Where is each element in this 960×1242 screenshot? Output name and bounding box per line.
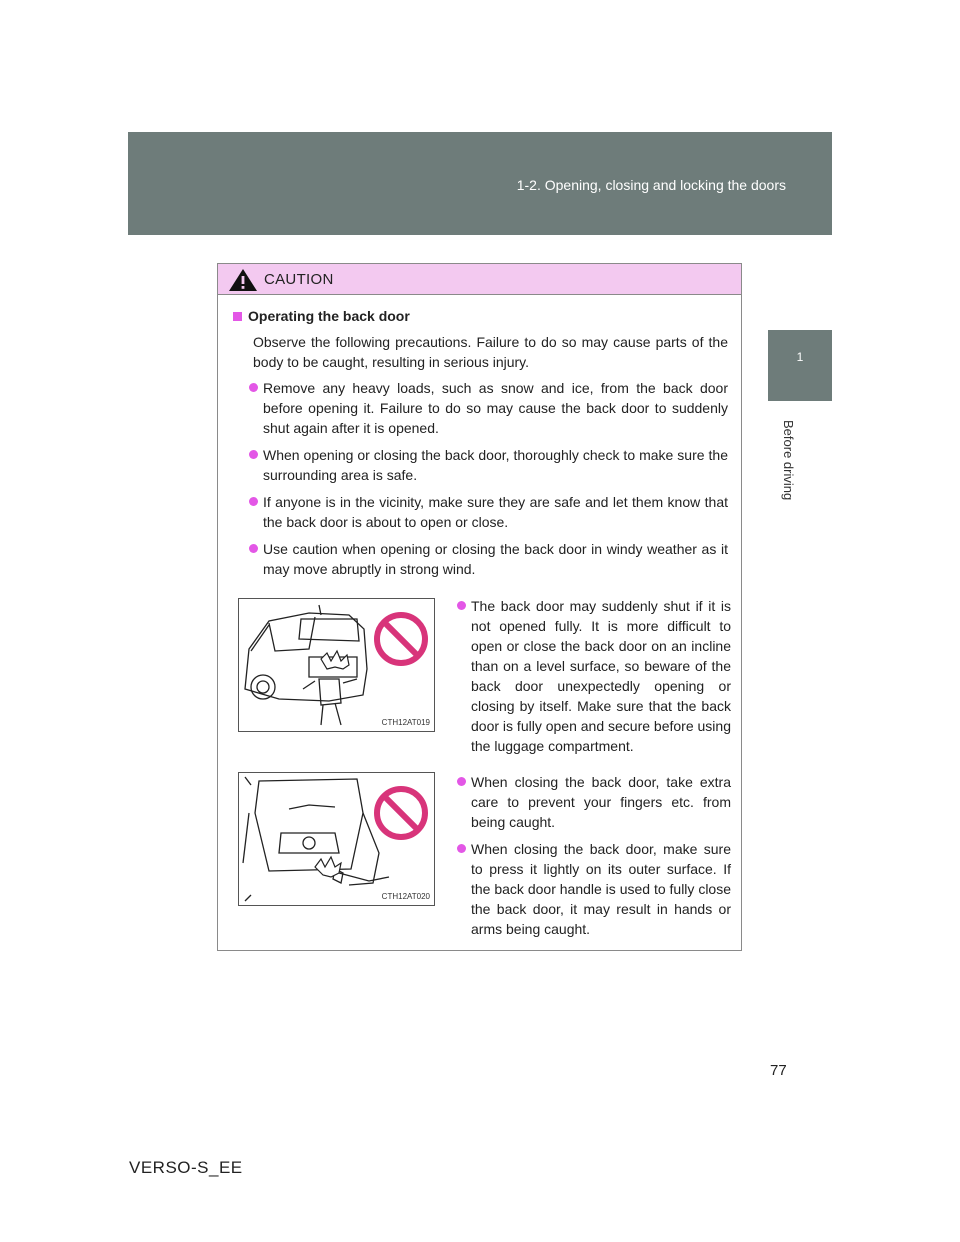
list-item: Remove any heavy loads, such as snow and ice, from the back door before opening it. Failure to do so may cause the back door to suddenly shut again after it is opened. xyxy=(253,378,728,438)
page-number: 77 xyxy=(770,1062,787,1079)
square-bullet-icon xyxy=(233,312,242,321)
list-item: Use caution when opening or closing the back door in windy weather as it may move abruptly in strong wind. xyxy=(253,539,728,579)
list-item: When opening or closing the back door, thoroughly check to make sure the surrounding area is safe. xyxy=(253,445,728,485)
chapter-label xyxy=(756,420,836,510)
section-heading xyxy=(233,306,728,326)
caution-body xyxy=(218,294,741,586)
footer-code: VERSO-S_EE xyxy=(129,1158,243,1177)
back-door-hand-illustration xyxy=(239,773,434,905)
illustration-back-door-fingers xyxy=(238,772,435,906)
car-rear-person-illustration xyxy=(239,599,434,731)
intro-text: Observe the following precautions. Failure to do so may cause parts of the body to be caught, resulting in serious injury. xyxy=(253,334,728,370)
chapter-tab xyxy=(768,330,832,401)
figure-1-notes xyxy=(461,596,731,763)
caution-box xyxy=(217,263,742,951)
chapter-number: 1 xyxy=(796,350,804,364)
chapter-label-text: Before driving xyxy=(781,420,796,501)
bullet-dot-icon xyxy=(249,544,258,553)
warning-triangle-icon xyxy=(228,268,258,292)
bullet-dot-icon xyxy=(249,450,258,459)
header-title: 1-2. Opening, closing and locking the doors xyxy=(516,177,786,193)
bullet-dot-icon xyxy=(249,383,258,392)
figure-code: CTH12AT020 xyxy=(381,892,430,901)
bullet-dot-icon xyxy=(457,601,466,610)
figure-code: CTH12AT019 xyxy=(381,718,430,727)
figure-2-notes xyxy=(461,772,731,946)
bullet-dot-icon xyxy=(457,777,466,786)
caution-title: CAUTION xyxy=(264,271,334,288)
precaution-list xyxy=(253,378,728,579)
list-item: When closing the back door, make sure to press it lightly on its outer surface. If the back door handle is used to fully close the back door, it may result in hands or arms being caught. xyxy=(461,839,731,939)
illustration-back-door-shut xyxy=(238,598,435,732)
bullet-dot-icon xyxy=(249,497,258,506)
section-heading-text: Operating the back door xyxy=(248,308,410,324)
list-item: If anyone is in the vicinity, make sure they are safe and let them know that the back door is about to open or close. xyxy=(253,492,728,532)
bullet-dot-icon xyxy=(457,844,466,853)
list-item: The back door may suddenly shut if it is not opened fully. It is more difficult to open or close the back door on an incline than on a level surface, so beware of the back door unexpectedly opening or closing by itself. Make sure that the back door is fully open and secure before using the luggage compartment. xyxy=(461,596,731,756)
caution-header xyxy=(218,264,741,295)
list-item: When closing the back door, take extra care to prevent your fingers etc. from being caught. xyxy=(461,772,731,832)
header-band xyxy=(128,132,832,235)
